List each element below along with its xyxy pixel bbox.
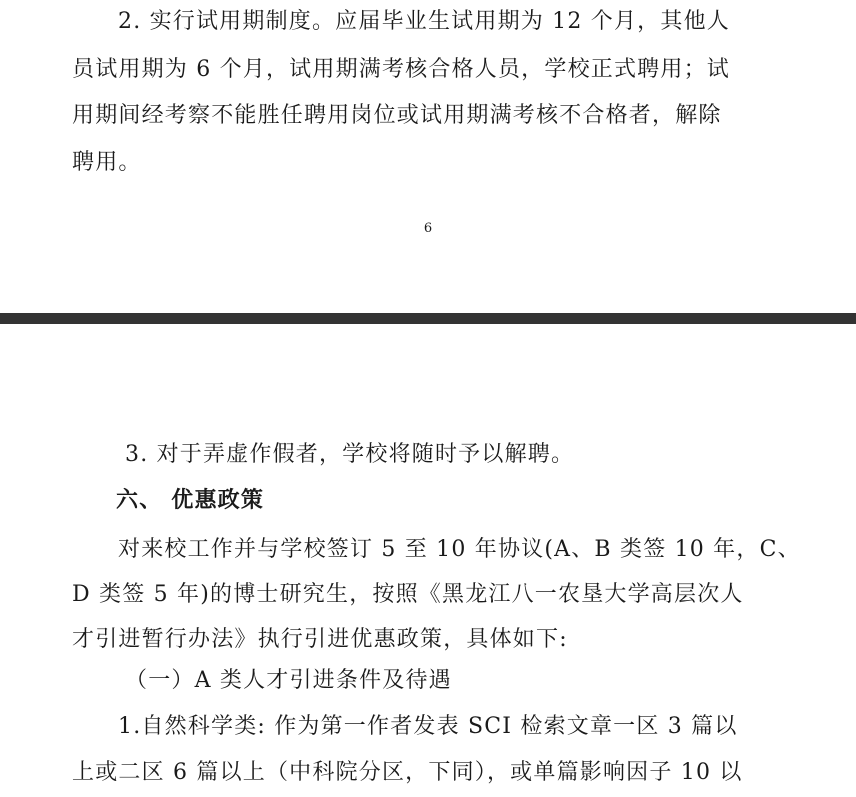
paragraph-line: 1.自然科学类: 作为第一作者发表 SCI 检索文章一区 3 篇以 — [118, 714, 738, 739]
paragraph-line: D 类签 5 年)的博士研究生，按照《黑龙江八一农垦大学高层次人 — [72, 582, 744, 607]
paragraph-line: 用期间经考察不能胜任聘用岗位或试用期满考核不合格者，解除 — [72, 103, 722, 128]
page-number: 6 — [423, 221, 433, 236]
paragraph-line: 员试用期为 6 个月，试用期满考核合格人员，学校正式聘用；试 — [72, 57, 730, 82]
paragraph-line: 才引进暂行办法》执行引进优惠政策，具体如下: — [72, 627, 568, 652]
paragraph-line: 上或二区 6 篇以上（中科院分区，下同），或单篇影响因子 10 以 — [72, 760, 743, 785]
page-separator — [0, 313, 856, 324]
section-heading: 六、 优惠政策 — [116, 487, 265, 513]
paragraph-line: 2. 实行试用期制度。应届毕业生试用期为 12 个月，其他人 — [118, 9, 730, 34]
paragraph-line: 对来校工作并与学校签订 5 至 10 年协议(A、B 类签 10 年，C、 — [118, 537, 801, 562]
paragraph-line: 聘用。 — [72, 150, 142, 175]
list-item-3: 3. 对于弄虚作假者，学校将随时予以解聘。 — [125, 442, 575, 467]
subheading: （一）A 类人才引进条件及待遇 — [125, 668, 452, 693]
